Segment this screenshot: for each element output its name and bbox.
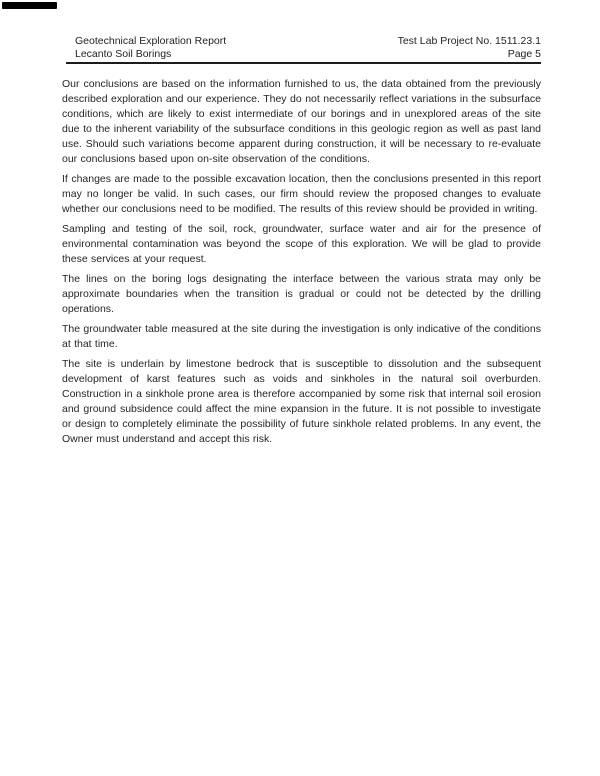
- scan-artifact-mark: [2, 2, 57, 9]
- paragraph-sinkhole-risk: The site is underlain by limestone bedrock that is susceptible to dissolution and the subsequent development of karst features such as voids and sinkholes in the natural soil overburden. Construction in a sinkhole prone area is therefore accompanied by some risk that internal soil erosion and ground subsidence could affect the mine expansion in the future. It is not possible to investigate or design to completely eliminate the possibility of future sinkhole related problems. In any event, the Owner must understand and accept this risk.: [62, 358, 541, 445]
- header-right-block: [398, 35, 541, 61]
- paragraph-groundwater-table: The groundwater table measured at the site during the investigation is only indicative of the conditions at that time.: [62, 323, 541, 350]
- paragraph-environmental-scope: Sampling and testing of the soil, rock, groundwater, surface water and air for the presence of environmental contamination was beyond the scope of this exploration. We will be glad to provide these services at your request.: [62, 223, 541, 265]
- report-title: Geotechnical Exploration Report: [75, 35, 227, 47]
- header-left-block: [62, 35, 226, 61]
- project-number: Test Lab Project No. 1511.23.1: [397, 35, 541, 47]
- paragraph-excavation-changes: If changes are made to the possible excavation location, then the conclusions presented in this report may no longer be valid. In such cases, our firm should review the proposed changes to evaluate whether our conclusions need to be modified. The results of this review should be provided in writing.: [62, 173, 541, 215]
- paragraph-conclusions-basis: Our conclusions are based on the information furnished to us, the data obtained from the previously described exploration and our experience. They do not necessarily reflect variations in the subsurface conditions, which are likely to exist intermediate of our borings and in unexplored areas of the site due to the inherent variability of the subsurface conditions in this geologic region as well as past land use. Should such variations become apparent during construction, it will be necessary to re-evaluate our conclusions based upon on-site observation of the conditions.: [62, 78, 541, 165]
- report-subtitle: Lecanto Soil Borings: [75, 48, 172, 60]
- page-number: Page 5: [507, 48, 541, 60]
- document-body: [62, 77, 541, 452]
- paragraph-boring-log-lines: The lines on the boring logs designating the interface between the various strata may only be approximate boundaries when the transition is gradual or could not be detected by the drilling operations.: [62, 273, 541, 315]
- page-header: [62, 35, 541, 61]
- header-divider: [66, 62, 541, 64]
